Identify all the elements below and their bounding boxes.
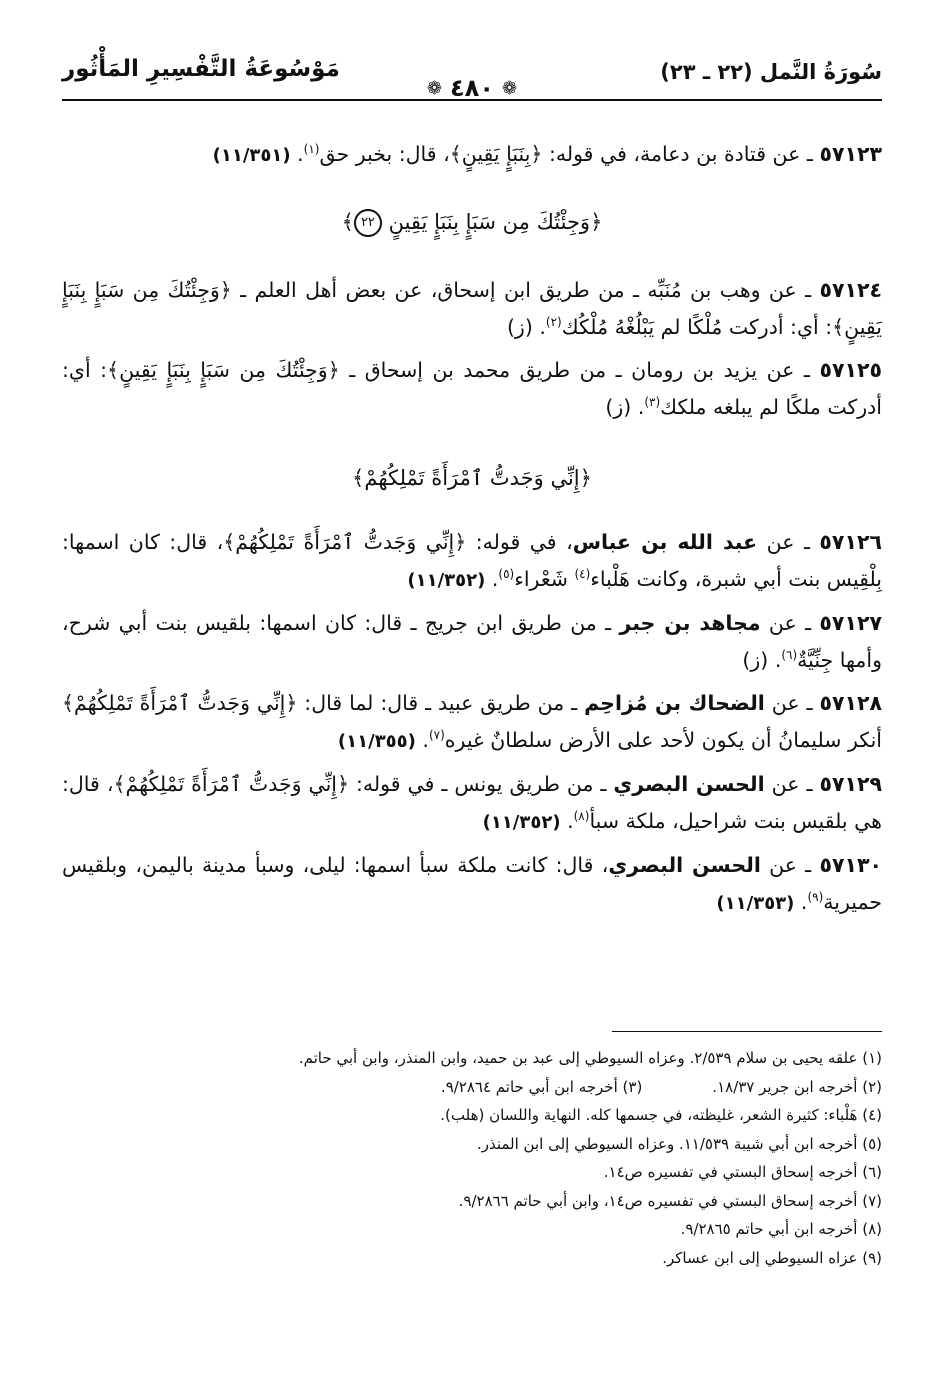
narration-number: ٥٧١٢٧	[819, 611, 882, 635]
narrator-name: مجاهد بن جبر	[619, 611, 761, 635]
footnotes	[62, 1044, 882, 1272]
footnote-2: (٢) أخرجه ابن جرير ١٨/٣٧.	[712, 1077, 882, 1096]
narration-tail: .	[485, 567, 499, 591]
narration-57126	[62, 524, 882, 599]
narration-text: ـ عن	[764, 772, 820, 796]
narration-number: ٥٧١٢٣	[819, 142, 882, 166]
footnote-marker[interactable]: (٢)	[545, 315, 562, 330]
running-header	[62, 54, 882, 102]
footnote-marker[interactable]: (٦)	[781, 648, 798, 663]
footnote-8: (٨) أخرجه ابن أبي حاتم ٩/٢٨٦٥.	[680, 1220, 882, 1238]
footnote-marker[interactable]: (٥)	[498, 567, 515, 582]
narration-tail: .	[560, 809, 574, 833]
narration-text: ـ عن	[760, 853, 820, 877]
narration-tail: .	[290, 142, 304, 166]
verse-heading-close: ﴾	[341, 210, 354, 234]
narration-number: ٥٧١٢٩	[819, 772, 882, 796]
narration-text: شَعْراء	[514, 567, 575, 591]
footnote-marker[interactable]: (٩)	[807, 890, 824, 905]
narration-tail: .	[794, 890, 808, 914]
narration-tail: . (ز)	[605, 395, 645, 419]
narration-tail: . (ز)	[742, 648, 782, 672]
narration-text: ـ من طريق يونس ـ في قوله: ﴿إِنِّي وَجَدتُّ ٱمْرَأَةً تَمْلِكُهُمْ﴾، قال: هي بلقيس بنت شراحيل، ملكة سبأ	[62, 772, 882, 833]
narration-number: ٥٧١٣٠	[819, 853, 882, 877]
footnote-marker[interactable]: (٤)	[574, 567, 591, 582]
volume-reference: (١١/٣٥٣)	[716, 893, 795, 914]
page-number: ٤٨٠	[450, 74, 494, 102]
footnote-marker[interactable]: (٣)	[644, 395, 661, 410]
narration-57128	[62, 685, 882, 760]
verse-heading-22	[62, 202, 882, 242]
footnote-separator	[612, 1031, 882, 1032]
surah-header: سُورَةُ النَّمل (٢٢ ـ ٢٣)	[660, 60, 882, 84]
footnote-marker[interactable]: (١)	[303, 142, 320, 157]
footnote-row-2-3	[62, 1073, 882, 1102]
narration-text: ـ من طريق ابن جريج ـ قال: كان اسمها: بلقيس بنت أبي شرح، وأمها جِنِّيَّةٌ	[62, 611, 882, 672]
footnote-6: (٦) أخرجه إسحاق البستي في تفسيره ص١٤.	[603, 1163, 882, 1181]
verse-heading-23: ﴿إِنِّي وَجَدتُّ ٱمْرَأَةً تَمْلِكُهُمْ﴾	[352, 466, 592, 490]
narration-text: ـ عن	[760, 611, 820, 635]
narration-number: ٥٧١٢٥	[819, 358, 882, 382]
narration-text: ـ عن وهب بن مُنَبِّه ـ من طريق ابن إسحاق، عن بعض أهل العلم ـ ﴿وَجِئْتُكَ مِن سَبَإٍ بِنَبَإٍ يَقِينٍ﴾: أي: أدركت مُلْكًا لم يَبْلُغْهُ مُلْكُك	[62, 278, 882, 339]
narration-text: ـ عن قتادة بن دعامة، في قوله: ﴿بِنَبَإٍ يَقِينٍ﴾، قال: بخبر حق	[319, 142, 820, 166]
narration-number: ٥٧١٢٦	[819, 530, 882, 554]
volume-reference: (١١/٣٥٢)	[407, 570, 486, 591]
narration-number: ٥٧١٢٤	[819, 278, 882, 302]
verse-heading-text: ﴿وَجِئْتُكَ مِن سَبَإٍ بِنَبَإٍ يَقِينٍ	[388, 210, 603, 234]
narration-57125	[62, 352, 882, 426]
narrator-name: عبد الله بن عباس	[572, 530, 758, 554]
narrator-name: الحسن البصري	[613, 772, 765, 796]
narration-text: ـ عن	[764, 691, 820, 715]
narration-text: ـ عن يزيد بن رومان ـ من طريق محمد بن إسحاق ـ ﴿وَجِئْتُكَ مِن سَبَإٍ بِنَبَإٍ يَقِينٍ﴾: أي: أدركت ملكًا لم يبلغه ملكك	[62, 358, 882, 419]
header-rule	[62, 99, 882, 101]
narration-57124	[62, 272, 882, 346]
narration-57123	[62, 136, 882, 174]
narrator-name: الحسن البصري	[608, 853, 761, 877]
narration-number: ٥٧١٢٨	[819, 691, 882, 715]
footnote-9: (٩) عزاه السيوطي إلى ابن عساكر.	[662, 1248, 882, 1267]
narration-57129	[62, 766, 882, 841]
narration-57130	[62, 847, 882, 922]
main-text	[62, 136, 882, 928]
footnote-marker[interactable]: (٧)	[428, 728, 445, 743]
narration-text: ـ من طريق عبيد ـ قال: لما قال: ﴿إِنِّي وَجَدتُّ ٱمْرَأَةً تَمْلِكُهُمْ﴾ أنكر سليمانُ أن يكون لأحد على الأرض سلطانٌ غيره	[62, 691, 882, 752]
verse-number-badge: ٢٢	[354, 209, 382, 237]
book-title-header: مَوْسُوعَةُ التَّفْسِيرِ المَأْثُور	[62, 56, 340, 82]
narration-tail: . (ز)	[506, 315, 546, 339]
footnote-1: (١) علقه يحيى بن سلام ٢/٥٣٩. وعزاه السيوطي إلى عبد بن حميد، وابن المنذر، وابن أبي حاتم.	[298, 1049, 882, 1067]
footnote-4: (٤) هَلْباء: كثيرة الشعر، غليظته، في جسمها كله. النهاية واللسان (هلب).	[440, 1106, 882, 1124]
page-number-group	[427, 74, 517, 102]
narration-text: ـ عن	[757, 530, 820, 554]
ornament-left-icon: ❁	[426, 77, 443, 99]
volume-reference: (١١/٣٥١)	[212, 145, 291, 166]
narration-text: ، في قوله: ﴿إِنِّي وَجَدتُّ ٱمْرَأَةً تَمْلِكُهُمْ﴾، قال: كان اسمها: بِلْقِيس بنت أبي شبرة، وكانت هَلْباء	[62, 530, 882, 591]
footnote-5: (٥) أخرجه ابن أبي شيبة ١١/٥٣٩. وعزاه السيوطي إلى ابن المنذر.	[476, 1134, 882, 1153]
footnote-marker[interactable]: (٨)	[573, 809, 590, 824]
volume-reference: (١١/٣٥٢)	[482, 812, 561, 833]
ornament-right-icon: ❁	[501, 77, 518, 99]
narration-text: ، قال: كانت ملكة سبأ اسمها: ليلى، وسبأ مدينة باليمن، وبلقيس حميرية	[62, 853, 882, 914]
footnote-3: (٣) أخرجه ابن أبي حاتم ٩/٢٨٦٤.	[440, 1077, 643, 1096]
footnote-7: (٧) أخرجه إسحاق البستي في تفسيره ص١٤، وابن أبي حاتم ٩/٢٨٦٦.	[458, 1191, 882, 1210]
narrator-name: الضحاك بن مُزاحِم	[584, 691, 765, 715]
volume-reference: (١١/٣٥٥)	[337, 731, 416, 752]
narration-57127	[62, 605, 882, 679]
narration-tail: .	[415, 728, 429, 752]
